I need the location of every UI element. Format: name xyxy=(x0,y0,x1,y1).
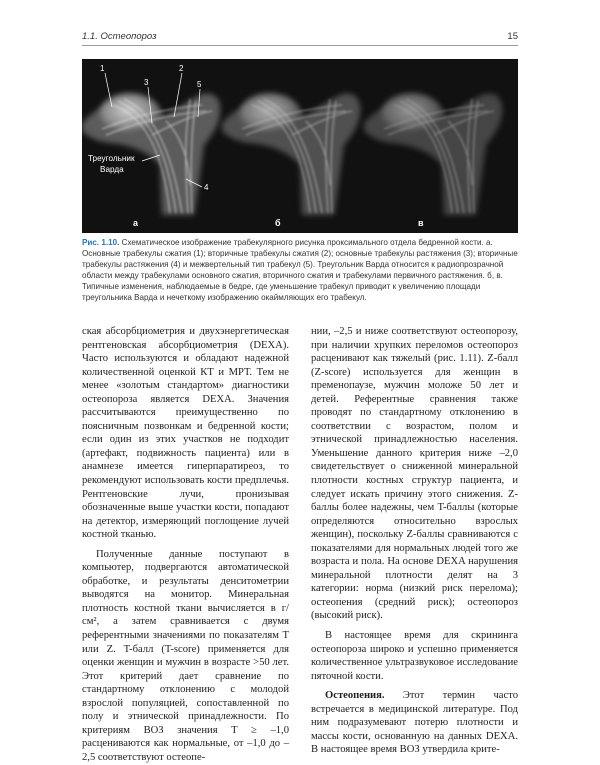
callout-2: 2 xyxy=(179,64,184,73)
term-osteopenia: Остеопения. xyxy=(325,690,385,702)
right-paragraph-1: нии, –2,5 и ниже соответствуют остеопорозу, при наличии хрупких переломов остеопороз расценивают как тяжелый (рис. 1.11). Z-балл (Z-score) используется для женщин в пременопаузе, мужчин моложе 50 лет и детей. Референтные сравнения также проводят по стандартному отклонению в соответствии с возрастом, полом и этнической принадлежностью населения. Уменьшение данного критерия ниже –2,0 свидетельствует о сниженной минеральной плотности костных структур пациента, и следует искать причину этого снижения. Z-баллы более надежны, чем T-баллы (которые определяются относительно взрослых женщин), поскольку Z-баллы сравниваются с показателями для нормальных людей того же возраста и пола. На основе DEXA нарушения минеральной плотности делят на 3 категории: норма (низкий риск перелома); остеопения (средний риск); остеопороз (высокий риск). xyxy=(311,326,518,622)
page-number: 15 xyxy=(507,31,518,42)
ward-label-line2: Варда xyxy=(100,165,124,174)
section-title: 1.1. Остеопороз xyxy=(82,31,157,42)
caption-text: Схематическое изображение трабекулярного рисунка проксимального отдела бедренной кости. а. Основные трабекулы сжатия (1); вторичные трабекулы сжатия (2); основные трабекулы растяжения (3); вторичные трабекулы растяжения (4) и межвертельный тип трабекул (5). Треугольник Варда относится к радиопрозрачной области между трабекулами основного сжатия, вторичного сжатия и трабекулами первичного растяжения. б, в. Типичные изменения, наблюдаемые в бедре, где уменьшение трабекул приводит к увеличению площади треугольника Варда и нечеткому изображению окаймляющих его трабекул. xyxy=(82,238,518,303)
panel-label-b: б xyxy=(275,218,281,228)
caption-label: Рис. 1.10. xyxy=(82,238,120,247)
right-paragraph-2: В настоящее время для скрининга остеопороза широко и успешно применяется количественное ультразвуковое исследование пяточной кости. xyxy=(311,630,518,682)
running-header xyxy=(82,31,518,45)
callout-5: 5 xyxy=(197,80,202,89)
callout-4: 4 xyxy=(204,183,209,192)
callout-1: 1 xyxy=(100,64,105,73)
right-column xyxy=(311,325,518,757)
left-column xyxy=(82,325,289,765)
osteopenia-text: Этот термин часто встречается в медицинской литературе. Под ним подразумевают потерю плотности и массы кости, основанную на данных DEXA. В настоящее время ВОЗ утвердила крите- xyxy=(311,690,518,756)
left-paragraph-2: Полученные данные поступают в компьютер, подвергаются автоматической обработке, и результаты денситометрии выводятся на монитор. Минеральная плотность костной ткани вычисляется в г/см², а затем сравнивается с двумя референтными значениями по показателям T или Z. T-балл (T-score) применяется для оценки женщин и мужчин в возрасте >50 лет. Этот критерий дает сравнение по стандартному отклонению с молодой взрослой популяцией, сопоставленной по полу и этнической принадлежности. По критериям ВОЗ значения T ≥ –1,0 расцениваются как нормальные, от –1,0 до –2,5 соответствуют остеопе- xyxy=(82,548,289,763)
callout-3: 3 xyxy=(144,78,149,87)
ward-label-line1: Треугольник xyxy=(88,154,135,163)
header-rule xyxy=(82,45,518,46)
panel-label-c: в xyxy=(418,218,424,228)
right-paragraph-3 xyxy=(311,689,518,757)
figure-1-10 xyxy=(82,59,518,233)
panel-label-a: а xyxy=(133,218,139,228)
left-paragraph-1: ская абсорбциометрия и двухэнергетическая рентгеновская абсорбциометрия (DEXA). Часто используются и обладают надежной количественной оценкой КТ и МРТ. Тем не менее «золотым стандартом» диагностики остеопороза является DEXA. Значения рассчитываются преимущественно по поясничным позвонкам и бедренной кости; если один из этих участков не подходит (артефакт, подвижность пациента) или в анамнезе имеется гиперпаратиреоз, то рекомендуют использовать кости предплечья. Рентгеновские лучи, пронизывая обозначенные выше участки кости, попадают на детектор, измеряющий поглощение лучей костной тканью. xyxy=(82,326,289,541)
figure-caption xyxy=(82,237,518,304)
